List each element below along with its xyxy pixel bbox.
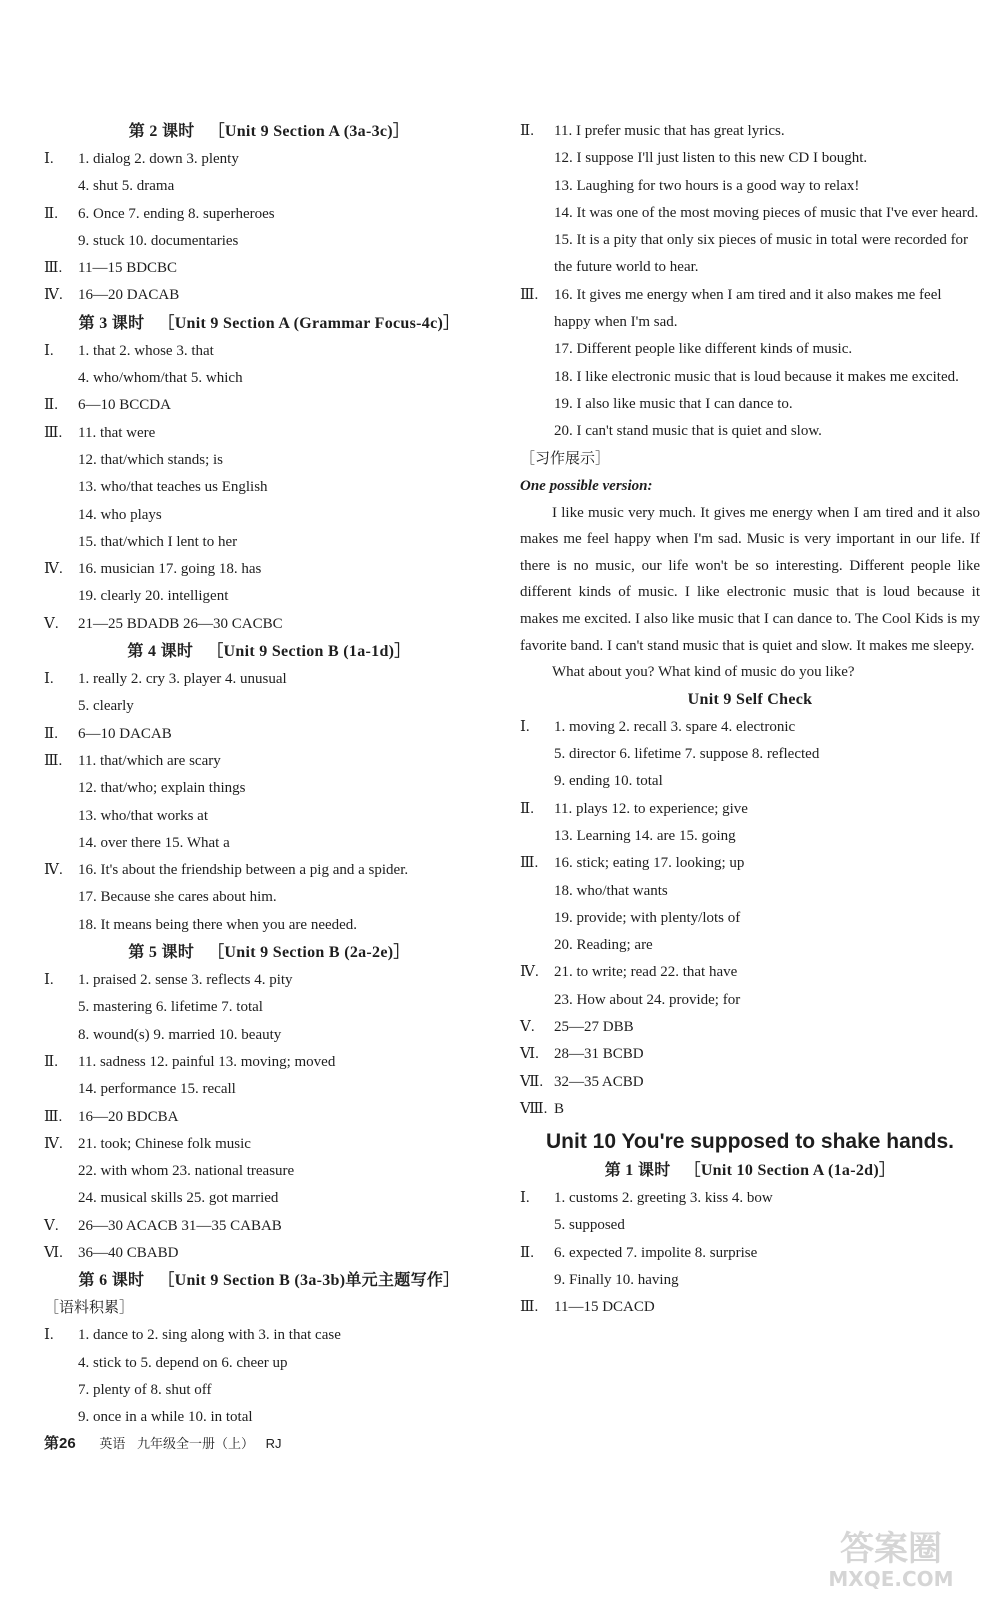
answer-text: 12. I suppose I'll just listen to this new CD I bought. bbox=[554, 150, 868, 167]
answer-row bbox=[520, 1185, 980, 1212]
answer-text: 16—20 BDCBA bbox=[78, 1108, 179, 1125]
question-number: Ⅳ. bbox=[520, 964, 539, 981]
question-number bbox=[520, 987, 554, 1014]
answer-text: 11. that/which are scary bbox=[78, 752, 221, 769]
section-heading bbox=[44, 939, 494, 967]
answer-row bbox=[44, 666, 494, 693]
answer-text: 26—30 ACACB 31—35 CABAB bbox=[78, 1217, 282, 1234]
answer-row bbox=[44, 994, 494, 1021]
answer-text: 11. that were bbox=[78, 424, 156, 441]
answer-text: 17. Because she cares about him. bbox=[78, 889, 277, 906]
question-number bbox=[44, 803, 78, 830]
answer-row bbox=[44, 502, 494, 529]
lesson-title: ［Unit 9 Section B (2a-2e)］ bbox=[208, 944, 410, 962]
answer-row bbox=[520, 932, 980, 959]
answer-text: 16. musician 17. going 18. has bbox=[78, 561, 262, 578]
answer-text: 11—15 BDCBC bbox=[78, 260, 178, 277]
question-number bbox=[44, 1158, 78, 1185]
version-label: One possible version: bbox=[520, 477, 653, 494]
watermark-logo bbox=[806, 1522, 976, 1592]
lesson-number: 第 4 课时 bbox=[127, 643, 194, 661]
question-number: Ⅲ. bbox=[44, 424, 63, 441]
question-number bbox=[520, 145, 554, 172]
lesson-number: 第 6 课时 bbox=[78, 1272, 145, 1290]
answer-text: 14. performance 15. recall bbox=[78, 1081, 236, 1098]
question-number: Ⅰ. bbox=[44, 1327, 54, 1344]
question-number: Ⅱ. bbox=[520, 123, 534, 139]
answer-row bbox=[520, 1096, 980, 1123]
answer-text: 1. really 2. cry 3. player 4. unusual bbox=[78, 671, 287, 688]
answer-row bbox=[44, 474, 494, 501]
question-number bbox=[520, 878, 554, 905]
question-number bbox=[520, 1212, 554, 1239]
question-number bbox=[44, 173, 78, 200]
watermark-url: MXQE.COM bbox=[828, 1567, 954, 1591]
question-number: Ⅲ. bbox=[520, 1299, 539, 1316]
answer-text: 4. stick to 5. depend on 6. cheer up bbox=[78, 1354, 288, 1371]
question-number: Ⅴ. bbox=[44, 615, 59, 632]
question-number: Ⅰ. bbox=[44, 972, 54, 989]
answer-row bbox=[44, 611, 494, 638]
answer-text: 12. that/who; explain things bbox=[78, 780, 246, 797]
unit-10-title: Unit 10 You're supposed to shake hands. bbox=[546, 1130, 954, 1154]
answer-text: 20. I can't stand music that is quiet and slow. bbox=[554, 423, 822, 440]
question-number bbox=[44, 474, 78, 501]
answer-row bbox=[520, 336, 980, 363]
question-number bbox=[44, 775, 78, 802]
question-number bbox=[44, 1404, 78, 1431]
question-number: Ⅱ. bbox=[520, 800, 534, 817]
question-number bbox=[520, 768, 554, 795]
answer-row bbox=[44, 748, 494, 775]
answer-row bbox=[520, 173, 980, 200]
lesson-title: ［Unit 9 Section A (3a-3c)］ bbox=[208, 123, 410, 140]
answer-row bbox=[44, 282, 494, 309]
answer-text: 14. It was one of the most moving pieces of music that I've ever heard. bbox=[554, 204, 979, 221]
question-number bbox=[44, 912, 78, 939]
answer-text: 9. stuck 10. documentaries bbox=[78, 232, 239, 249]
answer-row bbox=[520, 850, 980, 877]
question-number bbox=[520, 336, 554, 363]
answer-row bbox=[44, 967, 494, 994]
answer-row bbox=[520, 768, 980, 795]
question-number: Ⅳ. bbox=[44, 561, 63, 578]
answer-text: 14. over there 15. What a bbox=[78, 834, 230, 851]
answer-text: 1. dialog 2. down 3. plenty bbox=[78, 151, 239, 167]
question-number bbox=[520, 823, 554, 850]
answer-text: 9. ending 10. total bbox=[554, 773, 663, 790]
answer-row bbox=[44, 1404, 494, 1431]
question-number bbox=[520, 932, 554, 959]
answer-row bbox=[44, 173, 494, 200]
answer-row bbox=[44, 1049, 494, 1076]
answer-text: 25—27 DBB bbox=[554, 1018, 634, 1035]
answer-row bbox=[44, 1158, 494, 1185]
answer-text: 13. Learning 14. are 15. going bbox=[554, 827, 736, 844]
answer-text: 16. It's about the friendship between a pig and a spider. bbox=[78, 862, 409, 879]
answer-row bbox=[44, 146, 494, 173]
question-number: Ⅲ. bbox=[520, 855, 539, 872]
question-number: Ⅲ. bbox=[44, 752, 63, 769]
answer-text: 1. praised 2. sense 3. reflects 4. pity bbox=[78, 972, 293, 989]
question-number: Ⅰ. bbox=[44, 151, 54, 167]
question-number bbox=[44, 830, 78, 857]
question-number bbox=[44, 529, 78, 556]
question-number: Ⅳ. bbox=[44, 1135, 63, 1152]
answer-row bbox=[520, 418, 980, 445]
question-number bbox=[44, 1022, 78, 1049]
answer-text: 19. clearly 20. intelligent bbox=[78, 588, 229, 605]
answer-row bbox=[520, 1294, 980, 1321]
question-number bbox=[44, 1185, 78, 1212]
question-number bbox=[44, 502, 78, 529]
footer-grade: 九年级全一册（上） bbox=[136, 1436, 254, 1451]
answer-row bbox=[520, 823, 980, 850]
lesson-title: ［Unit 9 Section B (3a-3b)单元主题写作］ bbox=[158, 1272, 460, 1290]
question-number: Ⅵ. bbox=[44, 1244, 63, 1261]
question-number bbox=[44, 1350, 78, 1377]
answer-row bbox=[44, 912, 494, 939]
question-number: Ⅲ. bbox=[44, 1108, 63, 1125]
answer-text: 6—10 BCCDA bbox=[78, 397, 171, 414]
answer-text: 17. Different people like different kinds of music. bbox=[554, 341, 853, 358]
answer-text: 7. plenty of 8. shut off bbox=[78, 1381, 212, 1398]
section-tag: ［习作展示］ bbox=[520, 450, 611, 467]
answer-row bbox=[520, 200, 980, 227]
answer-text: 1. moving 2. recall 3. spare 4. electronic bbox=[554, 718, 796, 735]
question-number bbox=[44, 1377, 78, 1404]
answer-row bbox=[520, 391, 980, 418]
section-heading bbox=[520, 1157, 980, 1185]
answer-text: 22. with whom 23. national treasure bbox=[78, 1163, 295, 1180]
answer-text: 12. that/which stands; is bbox=[78, 451, 223, 468]
essay-paragraph: What about you? What kind of music do you like? bbox=[552, 664, 855, 681]
sample-essay bbox=[520, 500, 980, 686]
question-number: Ⅳ. bbox=[44, 287, 63, 304]
answer-row bbox=[44, 1213, 494, 1240]
question-number: Ⅱ. bbox=[44, 397, 58, 414]
answer-text: 24. musical skills 25. got married bbox=[78, 1190, 279, 1207]
answer-text: 11—15 DCACD bbox=[554, 1299, 655, 1316]
answer-row bbox=[44, 1076, 494, 1103]
answer-row bbox=[44, 775, 494, 802]
answer-row bbox=[520, 282, 980, 337]
answer-text: 28—31 BCBD bbox=[554, 1046, 644, 1063]
page-number: 第26 bbox=[44, 1435, 76, 1452]
question-number: Ⅲ. bbox=[520, 286, 539, 303]
question-number: Ⅴ. bbox=[44, 1217, 59, 1234]
section-heading bbox=[44, 310, 494, 338]
self-check-heading: Unit 9 Self Check bbox=[687, 690, 813, 708]
answer-row bbox=[520, 1267, 980, 1294]
answer-text: 5. supposed bbox=[554, 1217, 625, 1234]
answer-text: 18. I like electronic music that is loud because it makes me excited. bbox=[554, 368, 959, 385]
answer-text: 5. director 6. lifetime 7. suppose 8. reflected bbox=[554, 746, 820, 763]
answer-text: 11. I prefer music that has great lyrics. bbox=[554, 123, 785, 139]
question-number bbox=[44, 365, 78, 392]
answer-text: 15. It is a pity that only six pieces of music in total were recorded for the future world to hear. bbox=[554, 232, 969, 276]
question-number bbox=[520, 173, 554, 200]
answer-text: 8. wound(s) 9. married 10. beauty bbox=[78, 1026, 282, 1043]
answer-row bbox=[520, 364, 980, 391]
answer-row bbox=[44, 1377, 494, 1404]
answer-row bbox=[44, 1322, 494, 1349]
answer-text: 13. who/that teaches us English bbox=[78, 479, 268, 496]
answer-text: 18. It means being there when you are needed. bbox=[78, 916, 358, 933]
footer-edition: RJ bbox=[265, 1436, 282, 1451]
answer-row bbox=[520, 1240, 980, 1267]
question-number bbox=[44, 693, 78, 720]
lesson-title: ［Unit 9 Section A (Grammar Focus-4c)］ bbox=[158, 314, 460, 332]
section-heading bbox=[44, 118, 494, 146]
answer-row bbox=[44, 255, 494, 282]
answer-text: 19. provide; with plenty/lots of bbox=[554, 909, 741, 926]
lesson-title: ［Unit 10 Section A (1a-2d)］ bbox=[684, 1162, 896, 1180]
answer-row bbox=[44, 1131, 494, 1158]
answer-row bbox=[44, 529, 494, 556]
answer-row bbox=[44, 420, 494, 447]
answer-row bbox=[44, 1350, 494, 1377]
answer-row bbox=[520, 1014, 980, 1041]
question-number: Ⅰ. bbox=[520, 718, 530, 735]
question-number: Ⅰ. bbox=[44, 342, 54, 359]
answer-row bbox=[44, 228, 494, 255]
answer-text: 14. who plays bbox=[78, 506, 162, 523]
answer-row bbox=[44, 693, 494, 720]
lesson-number: 第 1 课时 bbox=[604, 1162, 671, 1180]
answer-row bbox=[44, 583, 494, 610]
answer-text: 11. plays 12. to experience; give bbox=[554, 800, 748, 817]
section-heading bbox=[44, 638, 494, 666]
answer-row bbox=[44, 1185, 494, 1212]
answer-text: B bbox=[554, 1100, 565, 1117]
question-number bbox=[520, 227, 554, 282]
question-number: Ⅱ. bbox=[44, 205, 58, 222]
answer-text: 19. I also like music that I can dance to. bbox=[554, 395, 793, 412]
left-column bbox=[44, 118, 494, 1431]
question-number bbox=[520, 1267, 554, 1294]
answer-row bbox=[520, 1212, 980, 1239]
answer-text: 5. clearly bbox=[78, 698, 134, 715]
question-number bbox=[520, 391, 554, 418]
essay-paragraph: I like music very much. It gives me energy when I am tired and it also makes me feel happy when I'm sad. Music is very important in our life. If there is no music, our life won't be so interesting. Different people like different kinds of music. I like electronic music that is loud because it makes me excited. I also like music that I can dance to. The Cool Kids is my favorite band. I can't stand music that is quiet and slow. It makes me sleepy. bbox=[520, 504, 980, 654]
answer-text: 4. who/whom/that 5. which bbox=[78, 370, 243, 387]
section-tag: ［语料积累］ bbox=[44, 1300, 135, 1317]
lesson-number: 第 3 课时 bbox=[78, 314, 145, 332]
answer-row bbox=[44, 365, 494, 392]
answer-row bbox=[520, 878, 980, 905]
lesson-title: ［Unit 9 Section B (1a-1d)］ bbox=[207, 643, 411, 661]
question-number bbox=[520, 364, 554, 391]
answer-row bbox=[520, 741, 980, 768]
answer-row bbox=[520, 796, 980, 823]
answer-row bbox=[520, 1041, 980, 1068]
answer-text: 1. dance to 2. sing along with 3. in that case bbox=[78, 1327, 341, 1344]
question-number: Ⅱ. bbox=[44, 725, 58, 742]
answer-text: 21. to write; read 22. that have bbox=[554, 964, 738, 981]
question-number: Ⅱ. bbox=[44, 1053, 58, 1070]
answer-text: 4. shut 5. drama bbox=[78, 178, 175, 195]
answer-row bbox=[44, 556, 494, 583]
answer-row bbox=[520, 714, 980, 741]
question-number: Ⅰ. bbox=[520, 1190, 530, 1207]
answer-text: 20. Reading; are bbox=[554, 937, 653, 954]
lesson-number: 第 5 课时 bbox=[128, 944, 195, 962]
question-number: Ⅶ. bbox=[520, 1073, 544, 1090]
answer-row bbox=[520, 118, 980, 145]
answer-text: 1. customs 2. greeting 3. kiss 4. bow bbox=[554, 1190, 773, 1207]
answer-row bbox=[520, 145, 980, 172]
question-number: Ⅴ. bbox=[520, 1018, 535, 1035]
answer-row bbox=[44, 1104, 494, 1131]
question-number bbox=[520, 200, 554, 227]
answer-text: 15. that/which I lent to her bbox=[78, 533, 238, 550]
answer-text: 13. Laughing for two hours is a good way to relax! bbox=[554, 177, 860, 194]
question-number bbox=[520, 418, 554, 445]
answer-row bbox=[520, 227, 980, 282]
answer-text: 9. Finally 10. having bbox=[554, 1272, 679, 1289]
answer-text: 16. stick; eating 17. looking; up bbox=[554, 855, 745, 872]
answer-text: 16. It gives me energy when I am tired and it also makes me feel happy when I'm sad. bbox=[554, 286, 942, 331]
question-number bbox=[44, 884, 78, 911]
question-number: Ⅱ. bbox=[520, 1244, 534, 1261]
answer-text: 36—40 CBABD bbox=[78, 1244, 179, 1261]
page-footer bbox=[44, 1432, 290, 1453]
answer-row bbox=[520, 959, 980, 986]
section-heading bbox=[44, 1267, 494, 1295]
answer-row bbox=[44, 447, 494, 474]
answer-row bbox=[44, 392, 494, 419]
answer-row bbox=[44, 1022, 494, 1049]
answer-row bbox=[44, 338, 494, 365]
answer-text: 32—35 ACBD bbox=[554, 1073, 644, 1090]
question-number bbox=[520, 741, 554, 768]
question-number: Ⅷ. bbox=[520, 1100, 548, 1117]
answer-row bbox=[44, 721, 494, 748]
answer-text: 6—10 DACAB bbox=[78, 725, 172, 742]
answer-text: 5. mastering 6. lifetime 7. total bbox=[78, 999, 263, 1016]
answer-text: 23. How about 24. provide; for bbox=[554, 991, 741, 1008]
question-number bbox=[44, 583, 78, 610]
question-number: Ⅳ. bbox=[44, 862, 63, 879]
answer-text: 6. Once 7. ending 8. superheroes bbox=[78, 205, 275, 222]
question-number bbox=[44, 447, 78, 474]
answer-text: 6. expected 7. impolite 8. surprise bbox=[554, 1244, 758, 1261]
answer-text: 9. once in a while 10. in total bbox=[78, 1409, 253, 1426]
answer-row bbox=[520, 987, 980, 1014]
answer-row bbox=[44, 857, 494, 884]
lesson-number: 第 2 课时 bbox=[128, 123, 195, 140]
question-number: Ⅲ. bbox=[44, 260, 63, 277]
question-number: Ⅵ. bbox=[520, 1046, 539, 1063]
question-number bbox=[44, 994, 78, 1021]
answer-text: 21—25 BDADB 26—30 CACBC bbox=[78, 615, 283, 632]
question-number bbox=[520, 905, 554, 932]
question-number bbox=[44, 228, 78, 255]
answer-row bbox=[520, 905, 980, 932]
answer-row bbox=[44, 830, 494, 857]
question-number: Ⅰ. bbox=[44, 671, 54, 688]
answer-row bbox=[520, 1069, 980, 1096]
answer-row bbox=[44, 201, 494, 228]
answer-text: 18. who/that wants bbox=[554, 882, 668, 899]
answer-text: 1. that 2. whose 3. that bbox=[78, 342, 214, 359]
answer-text: 21. took; Chinese folk music bbox=[78, 1135, 251, 1152]
answer-text: 16—20 DACAB bbox=[78, 287, 180, 304]
answer-row bbox=[44, 1240, 494, 1267]
answer-row bbox=[44, 884, 494, 911]
answer-text: 13. who/that works at bbox=[78, 807, 208, 824]
footer-subject: 英语 bbox=[99, 1436, 126, 1451]
right-column bbox=[520, 118, 980, 1322]
answer-text: 11. sadness 12. painful 13. moving; moved bbox=[78, 1053, 336, 1070]
watermark-text: 答案圈 bbox=[840, 1529, 942, 1569]
question-number bbox=[44, 1076, 78, 1103]
answer-row bbox=[44, 803, 494, 830]
